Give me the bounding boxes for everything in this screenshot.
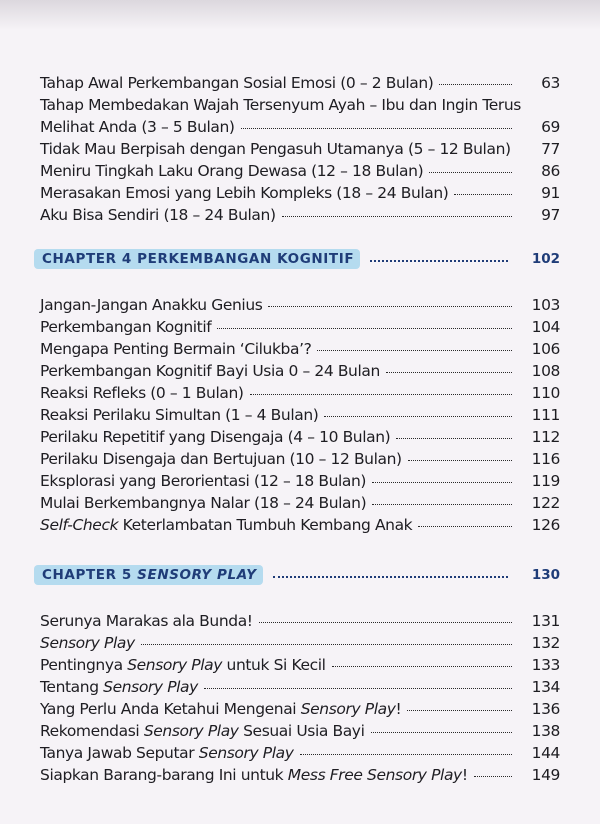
dot-leader xyxy=(300,754,512,755)
dot-leader xyxy=(439,84,512,85)
toc-entry[interactable]: Perilaku Repetitif yang Disengaja (4 – 10 Bulan) 112 xyxy=(40,428,560,446)
toc-entry[interactable]: Tahap Membedakan Wajah Tersenyum Ayah – Ibu dan Ingin Terus Melihat Anda (3 – 5 Bulan) 69 xyxy=(40,96,560,136)
dot-leader xyxy=(324,416,512,417)
page-number: 110 xyxy=(531,384,560,402)
chapter-label: CHAPTER 4 PERKEMBANGAN KOGNITIF xyxy=(34,249,360,269)
toc-entry[interactable]: Jangan-Jangan Anakku Genius 103 xyxy=(40,296,560,314)
page-number: 132 xyxy=(531,634,560,652)
page-top-shadow xyxy=(0,0,600,30)
toc-entry[interactable]: Tentang Sensory Play 134 xyxy=(40,678,560,696)
toc-entry[interactable]: Tidak Mau Berpisah dengan Pengasuh Utamanya (5 – 12 Bulan) 77 xyxy=(40,140,560,158)
page-number: 91 xyxy=(541,184,560,202)
page-number: 134 xyxy=(531,678,560,696)
dot-leader xyxy=(372,504,512,505)
page-number: 103 xyxy=(531,296,560,314)
dot-leader xyxy=(372,482,512,483)
page-number: 122 xyxy=(531,494,560,512)
dot-leader xyxy=(204,688,512,689)
dot-leader xyxy=(282,216,512,217)
toc-entry[interactable]: Aku Bisa Sendiri (18 – 24 Bulan) 97 xyxy=(40,206,560,224)
chapter-label: CHAPTER 5 SENSORY PLAY xyxy=(34,565,263,585)
toc-entry[interactable]: Pentingnya Sensory Play untuk Si Kecil 133 xyxy=(40,656,560,674)
page-number: 136 xyxy=(531,700,560,718)
toc-entry[interactable]: Siapkan Barang-barang Ini untuk Mess Free Sensory Play! 149 xyxy=(40,766,560,784)
dot-leader xyxy=(396,438,512,439)
toc-entry[interactable]: Serunya Marakas ala Bunda! 131 xyxy=(40,612,560,630)
page-number: 116 xyxy=(531,450,560,468)
page-number: 133 xyxy=(531,656,560,674)
toc-entry[interactable]: Merasakan Emosi yang Lebih Kompleks (18 – 24 Bulan) 91 xyxy=(40,184,560,202)
dot-leader xyxy=(408,460,512,461)
page-number: 97 xyxy=(541,206,560,224)
dot-leader xyxy=(268,306,512,307)
page-number: 111 xyxy=(531,406,560,424)
dot-leader xyxy=(241,128,512,129)
page-number: 138 xyxy=(531,722,560,740)
toc-entry[interactable]: Reaksi Perilaku Simultan (1 – 4 Bulan) 111 xyxy=(40,406,560,424)
page-number: 86 xyxy=(541,162,560,180)
dot-leader xyxy=(371,732,513,733)
toc-entry[interactable]: Rekomendasi Sensory Play Sesuai Usia Bayi 138 xyxy=(40,722,560,740)
dot-leader xyxy=(250,394,512,395)
toc-entry[interactable]: Tanya Jawab Seputar Sensory Play 144 xyxy=(40,744,560,762)
toc-entry[interactable]: Reaksi Refleks (0 – 1 Bulan) 110 xyxy=(40,384,560,402)
dot-leader xyxy=(418,526,512,527)
toc-entry[interactable]: Sensory Play 132 xyxy=(40,634,560,652)
dot-leader xyxy=(370,260,508,262)
page-number: 69 xyxy=(541,118,560,136)
toc-entry[interactable]: Yang Perlu Anda Ketahui Mengenai Sensory Play! 136 xyxy=(40,700,560,718)
page-number: 131 xyxy=(531,612,560,630)
chapter-heading[interactable] xyxy=(34,562,560,588)
dot-leader xyxy=(273,576,508,578)
toc-entry[interactable]: Mengapa Penting Bermain ‘Cilukba’? 106 xyxy=(40,340,560,358)
page-number: 112 xyxy=(531,428,560,446)
dot-leader xyxy=(407,710,512,711)
page-number: 119 xyxy=(531,472,560,490)
toc-entry[interactable]: Perilaku Disengaja dan Bertujuan (10 – 12 Bulan) 116 xyxy=(40,450,560,468)
page-number: 130 xyxy=(531,567,560,583)
dot-leader xyxy=(332,666,512,667)
dot-leader xyxy=(141,644,512,645)
dot-leader xyxy=(474,776,512,777)
dot-leader xyxy=(386,372,512,373)
page-number: 126 xyxy=(531,516,560,534)
page-number: 77 xyxy=(541,140,560,158)
toc-entry[interactable]: Self-Check Keterlambatan Tumbuh Kembang Anak 126 xyxy=(40,516,560,534)
chapter-heading[interactable] xyxy=(34,246,560,272)
page-number: 149 xyxy=(531,766,560,784)
page-number: 108 xyxy=(531,362,560,380)
dot-leader xyxy=(259,622,512,623)
page-number: 102 xyxy=(531,251,560,267)
toc-entry[interactable]: Perkembangan Kognitif 104 xyxy=(40,318,560,336)
page-number: 63 xyxy=(541,74,560,92)
toc-entry[interactable]: Meniru Tingkah Laku Orang Dewasa (12 – 18 Bulan) 86 xyxy=(40,162,560,180)
toc-entry[interactable]: Tahap Awal Perkembangan Sosial Emosi (0 – 2 Bulan) 63 xyxy=(40,74,560,92)
dot-leader xyxy=(454,194,512,195)
page-number: 144 xyxy=(531,744,560,762)
toc-entry[interactable]: Eksplorasi yang Berorientasi (12 – 18 Bulan) 119 xyxy=(40,472,560,490)
toc-entry[interactable]: Perkembangan Kognitif Bayi Usia 0 – 24 Bulan 108 xyxy=(40,362,560,380)
dot-leader xyxy=(217,328,512,329)
dot-leader xyxy=(429,172,512,173)
page-number: 106 xyxy=(531,340,560,358)
toc-entry[interactable]: Mulai Berkembangnya Nalar (18 – 24 Bulan) 122 xyxy=(40,494,560,512)
page-number: 104 xyxy=(531,318,560,336)
dot-leader xyxy=(317,350,512,351)
